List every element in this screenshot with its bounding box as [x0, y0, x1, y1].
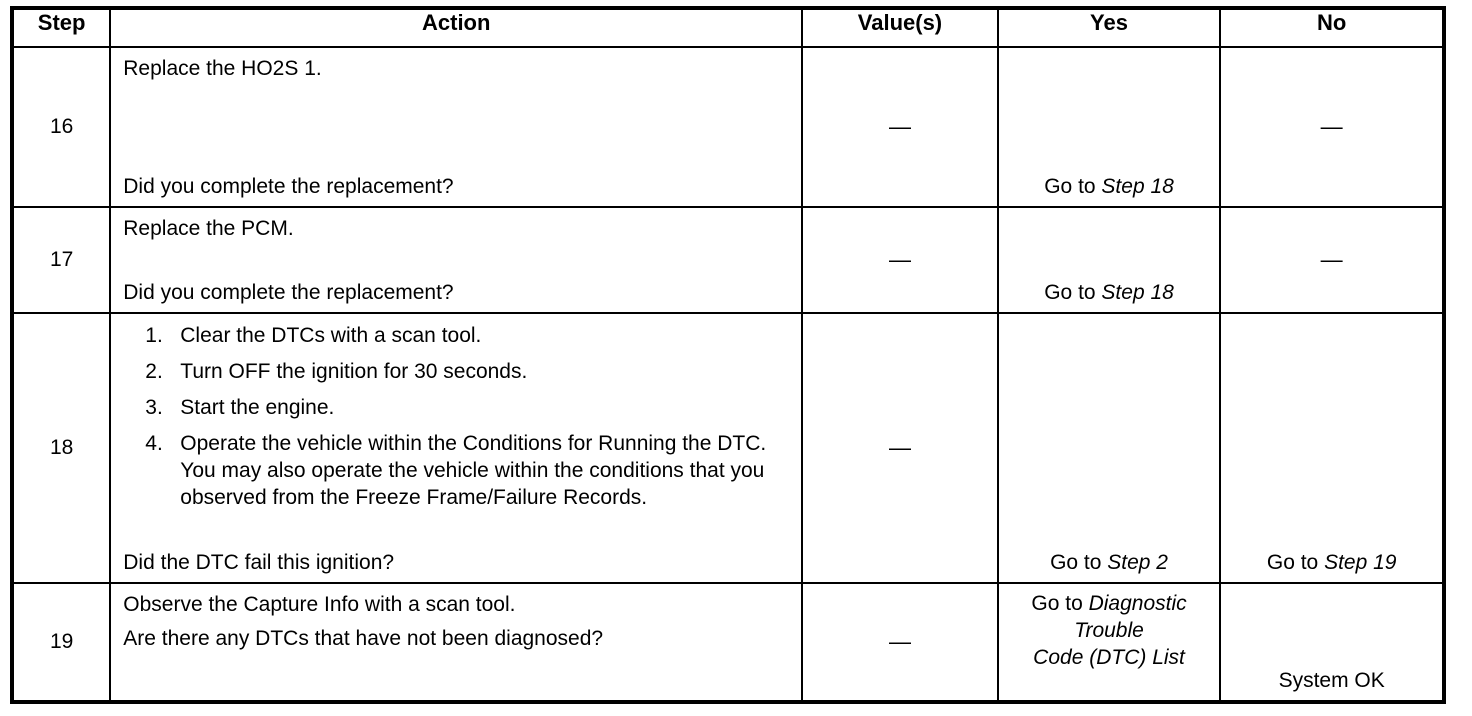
list-number: 3.: [145, 396, 163, 420]
header-action: Action: [110, 8, 802, 47]
no-dash: —: [1320, 247, 1343, 273]
goto-link-part[interactable]: Trouble: [1074, 618, 1144, 642]
list-number: 1.: [145, 324, 163, 348]
value-cell: [802, 207, 998, 313]
goto-step-link[interactable]: Step 18: [1101, 281, 1174, 305]
list-item: [123, 322, 787, 349]
value-cell: [802, 313, 998, 582]
header-row: [12, 8, 1444, 47]
list-item: [123, 430, 787, 511]
action-question: Are there any DTCs that have not been diagnosed?: [123, 626, 604, 650]
step-number: 19: [49, 629, 74, 653]
goto-link-part[interactable]: Diagnostic: [1088, 591, 1187, 615]
no-cell: [1220, 313, 1444, 582]
goto-step-link[interactable]: Step 18: [1101, 175, 1174, 199]
goto-prefix: Go to: [1044, 281, 1102, 305]
yes-cell: [998, 47, 1221, 207]
no-cell: [1220, 583, 1444, 702]
action-question: Did you complete the replacement?: [123, 175, 454, 199]
no-dash: —: [1320, 114, 1343, 140]
list-text: Turn OFF the ignition for 30 seconds.: [180, 360, 528, 384]
value-cell: [802, 47, 998, 207]
header-yes: Yes: [998, 8, 1221, 47]
header-step: Step: [12, 8, 110, 47]
header-no: No: [1220, 8, 1444, 47]
list-number: 2.: [145, 360, 163, 384]
goto-prefix: Go to: [1044, 175, 1102, 199]
goto-prefix: Go to: [1031, 591, 1089, 615]
diagnostic-table-page: [10, 6, 1446, 704]
action-question: Did the DTC fail this ignition?: [123, 550, 395, 574]
action-steps-list: [123, 322, 787, 520]
step-number: 18: [49, 436, 74, 460]
value-dash: —: [888, 628, 911, 654]
step-cell: [12, 313, 110, 582]
action-instruction: Observe the Capture Info with a scan tool.: [123, 592, 516, 616]
step-number: 17: [49, 248, 74, 272]
list-number: 4.: [145, 432, 163, 456]
yes-cell: [998, 583, 1221, 702]
list-item: [123, 358, 787, 385]
list-text: Operate the vehicle within the Conditions for Running the DTC. You may also operate the vehicle within the conditions that you observed from the Freeze Frame/Failure Records.: [180, 432, 767, 510]
goto-prefix: Go to: [1050, 550, 1108, 574]
yes-goto-step-2[interactable]: [999, 550, 1220, 576]
diagnostic-table: [10, 6, 1446, 704]
list-text: Start the engine.: [180, 396, 335, 420]
action-cell: [110, 313, 802, 582]
yes-goto-step-18[interactable]: [999, 280, 1220, 306]
action-instruction: Replace the HO2S 1.: [123, 57, 322, 81]
no-cell: [1220, 47, 1444, 207]
goto-step-link[interactable]: Step 19: [1324, 550, 1397, 574]
list-item: [123, 394, 787, 421]
action-question: Did you complete the replacement?: [123, 281, 454, 305]
value-dash: —: [888, 435, 911, 461]
goto-step-link[interactable]: Step 2: [1107, 550, 1168, 574]
no-goto-step-19[interactable]: [1221, 550, 1442, 576]
table-row-step-16: [12, 47, 1444, 207]
action-text: [123, 592, 791, 652]
no-cell: [1220, 207, 1444, 313]
goto-prefix: Go to: [1266, 550, 1325, 574]
action-cell: [110, 207, 802, 313]
yes-goto-dtc-list[interactable]: [999, 590, 1220, 671]
list-text: Clear the DTCs with a scan tool.: [180, 324, 482, 348]
value-dash: —: [888, 247, 911, 273]
no-system-ok: System OK: [1278, 669, 1385, 692]
value-cell: [802, 583, 998, 702]
table-row-step-19: [12, 583, 1444, 702]
goto-link-part[interactable]: Code (DTC) List: [1033, 645, 1185, 669]
table-row-step-17: [12, 207, 1444, 313]
action-cell: [110, 47, 802, 207]
action-instruction: Replace the PCM.: [123, 217, 294, 241]
value-dash: —: [888, 114, 911, 140]
header-values: Value(s): [802, 8, 998, 47]
step-cell: [12, 583, 110, 702]
step-cell: [12, 207, 110, 313]
yes-goto-step-18[interactable]: [999, 174, 1220, 200]
step-cell: [12, 47, 110, 207]
action-cell: [110, 583, 802, 702]
table-row-step-18: [12, 313, 1444, 582]
yes-cell: [998, 207, 1221, 313]
yes-cell: [998, 313, 1221, 582]
step-number: 16: [49, 115, 74, 139]
